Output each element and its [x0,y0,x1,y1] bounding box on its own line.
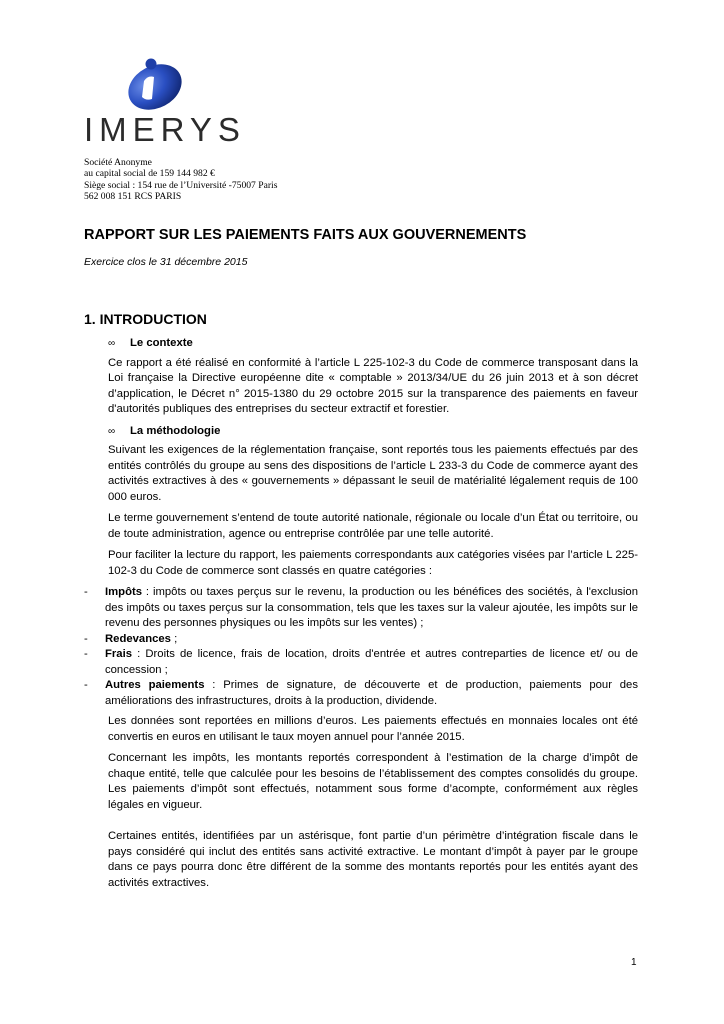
company-line: Siège social : 154 rue de l’Université -75007 Paris [84,179,278,191]
subsection-contexte [108,336,638,352]
logo-wordmark: IMERYS [84,111,246,148]
imerys-logo [84,55,246,150]
category-text: ; [170,632,178,645]
page-number: 1 [631,957,637,968]
section-body [84,335,638,897]
list-item: - Frais : Droits de licence, frais de location, droits d'entrée et autres contreparties de licence et/ ou de concession ; [84,648,638,676]
report-title: RAPPORT SUR LES PAIEMENTS FAITS AUX GOUVERNEMENTS [84,227,527,243]
category-text: : Droits de licence, frais de location, droits d'entrée et autres contreparties de licence et/ ou de concession ; [105,648,638,676]
list-item: - Impôts : impôts ou taxes perçus sur le revenu, la production ou les bénéfices des sociétés, à l'exclusion des impôts ou taxes perçus sur la consommation, tels que les taxes sur la valeur ajoutée, les impôts sur le revenu des personnes physiques ou les impôts sur les ventes) ; [84,586,638,629]
report-subtitle: Exercice clos le 31 décembre 2015 [84,256,248,268]
infinity-bullet-icon: ∞ [108,338,116,349]
company-info [84,157,277,202]
paragraph: Les données sont reportées en millions d’euros. Les paiements effectués en monnaies locales ont été convertis en euros en utilisant le taux moyen annuel pour l’année 2015. [108,715,638,743]
logo-emblem-icon [122,55,186,113]
category-label: Impôts [105,586,143,598]
subsection-methodologie [108,424,638,440]
company-line: 562 008 151 RCS PARIS [84,190,182,202]
list-item: - Autres paiements : Primes de signature, de découverte et de production, paiements pour des améliorations des infrastructures, droits à la production, dividende. [84,679,638,707]
infinity-bullet-icon: ∞ [108,425,116,437]
category-label: Redevances [105,632,171,645]
paragraph-contexte: Ce rapport a été réalisé en conformité à l’article L 225-102-3 du Code de commerce transposant dans la Loi française la Directive européenne dite « comptable » 2013/34/UE du 26 juin 2013 et à son décret d’application, le Décret n° 2015-1380 du 29 octobre 2015 sur la transparence des paiements en faveur d'autorités publiques des entreprises du secteur extractif et forestier. [108,356,638,415]
category-text: : Primes de signature, de découverte et de production, paiements pour des améliorations des infrastructures, droits à la production, dividende. [105,679,638,707]
subsection-label: Le contexte [130,337,193,349]
category-label: Frais [105,648,133,660]
paragraph: Concernant les impôts, les montants reportés correspondent à l’estimation de la charge d’impôt de chaque entité, telle que calculée pour les besoins de l’établissement des comptes consolidés du groupe. Les paiements d’impôt sont effectués, notamment sous forme d’acompte, conformément aux règles légales en vigueur. [108,752,638,811]
paragraph: Le terme gouvernement s’entend de toute autorité nationale, régionale ou locale d’un État ou territoire, ou de toute administration, agence ou entreprise contrôlée par une telle autorité. [108,512,638,540]
paragraph: Suivant les exigences de la réglementation française, sont reportés tous les paiements effectués par des entités contrôlés du groupe au sens des dispositions de l’article L 233-3 du Code de commerce ayant des activités extractives à des « gouvernements » dépassant le seuil de matérialité légalement requis de 100 000 euros. [108,444,638,503]
company-line: Société Anonyme [84,157,152,168]
company-line: au capital social de 159 144 982 € [84,168,215,180]
paragraph: Pour faciliter la lecture du rapport, les paiements correspondants aux catégories visées par l’article L 225-102-3 du Code de commerce sont classés en quatre catégories : [108,549,638,577]
subsection-label: La méthodologie [130,424,221,437]
category-text: : impôts ou taxes perçus sur le revenu, la production ou les bénéfices des sociétés, à l'exclusion des impôts ou taxes perçus sur la consommation, tels que les taxes sur la valeur ajoutée, les impôts sur le revenu des personnes physiques ou les impôts sur les ventes) ; [105,586,638,629]
section-heading: 1. INTRODUCTION [84,311,207,327]
category-label: Autres paiements [105,679,205,691]
paragraph: Certaines entités, identifiées par un astérisque, font partie d’un périmètre d’intégration fiscale dans le pays considéré qui inclut des entités sans activité extractive. Le montant d’impôt à payer par le groupe dans ce pays pourra donc être différent de la somme des montants reportés pour les entités ayant des activités extractives. [108,830,638,889]
list-item: - Redevances ; [84,632,178,645]
categories-list [84,585,638,709]
